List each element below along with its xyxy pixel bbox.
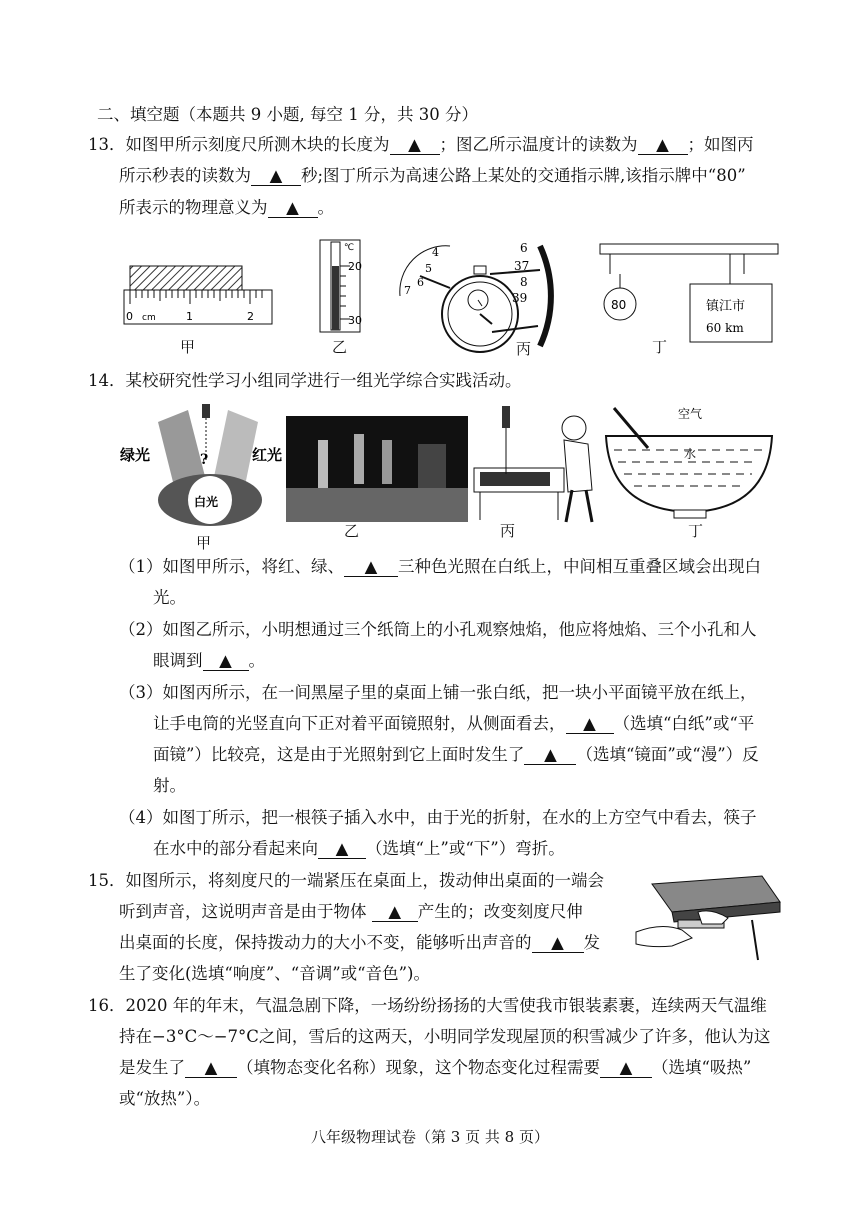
answer-blank[interactable]: ▲ [344, 558, 398, 577]
q14-intro: 14．某校研究性学习小组同学进行一组光学综合实践活动。 [88, 371, 522, 390]
q13-line-3: 所表示的物理意义为 ▲ 。 [119, 198, 334, 217]
q16-line-1: 16．2020 年的年末，气温急剧下降，一场纷纷扬扬的大雪使我市银装素裹，连续两天气温维 [88, 996, 767, 1015]
q14-label-ding: 丁 [688, 522, 704, 540]
answer-blank[interactable]: ▲ [390, 136, 440, 155]
thermometer-tick-30: 30 [348, 314, 362, 327]
ruler-tick-2: 2 [247, 310, 254, 323]
chopstick-bowl-figure [606, 406, 772, 518]
answer-blank[interactable]: ▲ [372, 903, 418, 922]
sign-distance: 60 km [706, 321, 744, 335]
page-footer: 八年级物理试卷（第 3 页 共 8 页） [311, 1128, 549, 1146]
answer-blank[interactable]: ▲ [532, 934, 584, 953]
watch-small-5: 5 [425, 262, 432, 275]
q14-part4-line2: 在水中的部分看起来向 ▲ （选填“上”或“下”）弯折。 [153, 839, 565, 858]
mix-question-mark: ? [200, 452, 209, 468]
watch-small-4: 4 [432, 246, 439, 259]
speed-limit-value: 80 [611, 298, 627, 312]
answer-blank[interactable]: ▲ [251, 167, 301, 186]
q15-line-3: 出桌面的长度，保持拨动力的大小不变，能够听出声音的 ▲ 发 [119, 933, 600, 952]
watch-scale-37: 37 [514, 259, 530, 273]
red-light-label: 红光 [252, 446, 283, 464]
q15-line-4: 生了变化(选填“响度”、“音调”或“音色”)。 [119, 964, 430, 983]
stopwatch-figure [400, 241, 551, 352]
q14-label-bing: 丙 [500, 522, 516, 540]
ruler-unit: cm [142, 313, 156, 323]
q15-line-1: 15．如图所示，将刻度尺的一端紧压在桌面上，拨动伸出桌面的一端会 [88, 871, 604, 890]
q14-part3-line4: 射。 [153, 776, 186, 795]
watch-scale-8: 8 [520, 275, 528, 289]
q16-line-3: 是发生了 ▲ （填物态变化名称）现象，这个物态变化过程需要 ▲ （选填“吸热” [119, 1058, 752, 1077]
q14-part1-line2: 光。 [153, 588, 186, 607]
q14-part1-line1: （1）如图甲所示，将红、绿、 ▲ 三种色光照在白纸上，中间相互重叠区域会出现白 [119, 557, 761, 576]
ruler-tick-0: 0 [126, 310, 133, 323]
section-title: 二、填空题（本题共 9 小题, 每空 1 分，共 30 分） [97, 105, 478, 124]
q14-label-yi: 乙 [344, 522, 360, 540]
q14-part2-line2: 眼调到 ▲ 。 [153, 651, 265, 670]
q13-label-bing: 丙 [516, 340, 532, 358]
watch-scale-39: 39 [512, 291, 528, 305]
q13-figures [120, 236, 780, 358]
answer-blank[interactable]: ▲ [600, 1059, 652, 1078]
answer-blank[interactable]: ▲ [638, 136, 688, 155]
answer-blank[interactable]: ▲ [524, 746, 576, 765]
thermometer-unit: ℃ [344, 243, 355, 253]
flashlight-mirror-figure [474, 406, 592, 522]
thermometer-figure [320, 240, 362, 332]
green-light-label: 绿光 [120, 446, 151, 464]
q14-part2-line1: （2）如图乙所示，小明想通过三个纸筒上的小孔观察烛焰，他应将烛焰、三个小孔和人 [119, 620, 757, 639]
q14-part3-line3: 面镜”）比较亮，这是由于光照射到它上面时发生了 ▲ （选填“镜面”或“漫”）反 [153, 745, 759, 764]
q13-label-ding: 丁 [652, 338, 668, 356]
q15-line-2: 听到声音，这说明声音是由于物体 ▲ 产生的；改变刻度尺伸 [119, 902, 583, 921]
q14-part4-line1: （4）如图丁所示，把一根筷子插入水中，由于光的折射，在水的上方空气中看去，筷子 [119, 808, 757, 827]
q14-part3-line1: （3）如图丙所示，在一间黑屋子里的桌面上铺一张白纸，把一块小平面镜平放在纸上， [119, 683, 757, 702]
answer-blank[interactable]: ▲ [268, 199, 318, 218]
q16-line-2: 持在−3°C～−7°C之间，雪后的这两天，小明同学发现屋顶的积雪减少了许多，他认为这 [119, 1027, 771, 1046]
q13-label-yi: 乙 [332, 338, 348, 356]
answer-blank[interactable]: ▲ [185, 1059, 237, 1078]
white-light-label: 白光 [194, 495, 219, 509]
candle-tubes-photo [286, 416, 468, 522]
watch-scale-6: 6 [520, 241, 528, 255]
q14-label-jia: 甲 [196, 534, 212, 552]
ruler-on-table-figure [632, 872, 782, 962]
thermometer-tick-20: 20 [348, 260, 362, 273]
watch-small-7: 7 [404, 284, 411, 297]
q14-part3-line2: 让手电筒的光竖直向下正对着平面镜照射，从侧面看去， ▲ （选填“白纸”或“平 [153, 714, 755, 733]
watch-small-6: 6 [417, 276, 424, 289]
ruler-tick-1: 1 [186, 310, 193, 323]
water-label: 水 [684, 447, 697, 461]
air-label: 空气 [678, 407, 703, 421]
answer-blank[interactable]: ▲ [566, 715, 614, 734]
ruler-figure [124, 266, 272, 324]
answer-blank[interactable]: ▲ [318, 840, 366, 859]
traffic-sign-figure [600, 244, 778, 342]
answer-blank[interactable]: ▲ [203, 652, 249, 671]
color-mixing-figure [120, 404, 282, 526]
q16-line-4: 或“放热”）。 [119, 1089, 211, 1108]
q13-line-1: 13．如图甲所示刻度尺所测木块的长度为 ▲ ；图乙所示温度计的读数为 ▲ ；如图丙 [88, 135, 754, 154]
sign-city: 镇江市 [706, 299, 746, 314]
q13-line-2: 所示秒表的读数为 ▲ 秒;图丁所示为高速公路上某处的交通指示牌,该指示牌中“80” [119, 166, 746, 185]
q13-label-jia: 甲 [180, 338, 196, 356]
